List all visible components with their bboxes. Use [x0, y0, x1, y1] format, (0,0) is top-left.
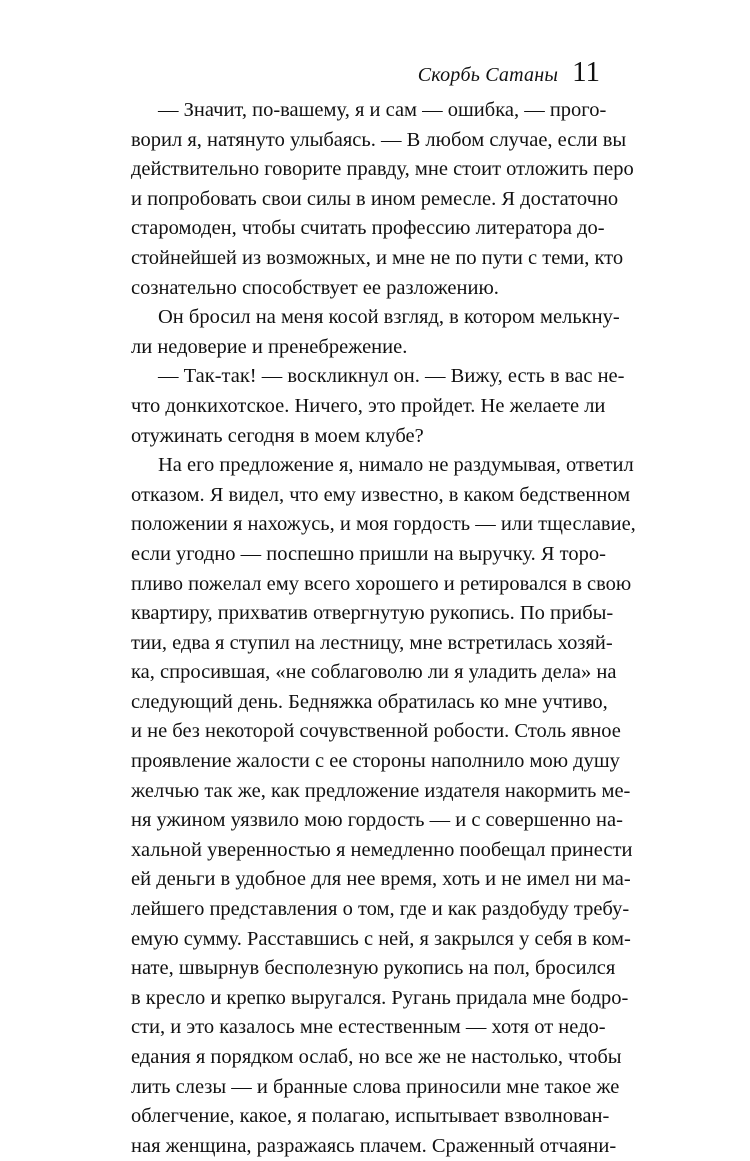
text-line: квартиру, прихватив отвергнутую рукопись. По прибы-: [131, 602, 614, 625]
text-line: На его предложение я, нимало не раздумывая, ответил: [158, 454, 634, 477]
text-line: лейшего представления о том, где и как раздобуду требу-: [131, 898, 630, 921]
text-line: стойнейшей из возможных, и мне не по пути с теми, кто: [131, 246, 624, 269]
text-line: проявление жалости с ее стороны наполнило мою душу: [131, 750, 620, 773]
text-line: сознательно способствует ее разложению.: [131, 276, 499, 299]
text-line: отужинать сегодня в моем клубе?: [131, 424, 424, 447]
text-line: ли недоверие и пренебрежение.: [131, 335, 408, 358]
running-header: [418, 58, 600, 87]
running-title: Скорбь Сатаны: [417, 64, 559, 86]
text-line: нате, швырнув бесполезную рукопись на пол, бросился: [131, 957, 616, 980]
text-line: ей деньги в удобное для нее время, хоть и не имел ни ма-: [131, 868, 631, 891]
text-line: емую сумму. Расставшись с ней, я закрылся у себя в ком-: [131, 927, 631, 950]
text-line: старомоден, чтобы считать профессию литератора до-: [131, 217, 605, 240]
text-line: облегчение, какое, я полагаю, испытывает взволнован-: [131, 1105, 610, 1128]
text-line: в кресло и крепко выругался. Ругань придала мне бодро-: [131, 986, 629, 1009]
text-line: ворил я, натянуто улыбаясь. — В любом случае, если вы: [131, 128, 627, 151]
text-line: Он бросил на меня косой взгляд, в котором мелькну-: [158, 306, 620, 329]
text-line: сти, и это казалось мне естественным — хотя от недо-: [131, 1016, 606, 1039]
text-line: положении я нахожусь, и моя гордость — или тщеславие,: [131, 513, 636, 536]
text-line: если угодно — поспешно пришли на выручку. Я торо-: [131, 542, 606, 565]
body-text: [131, 96, 636, 1161]
text-line: пливо пожелал ему всего хорошего и ретировался в свою: [131, 572, 632, 595]
text-line: — Так-так! — воскликнул он. — Вижу, есть в вас не-: [158, 365, 625, 388]
text-line: ка, спросившая, «не соблаговолю ли я уладить дела» на: [131, 661, 617, 684]
text-line: действительно говорите правду, мне стоит отложить перо: [131, 158, 634, 181]
text-line: ня ужином уязвило мою гордость — и с совершенно на-: [131, 809, 623, 832]
text-line: и попробовать свои силы в ином ремесле. Я достаточно: [131, 187, 619, 210]
text-line: ная женщина, разражаясь плачем. Сраженный отчаяни-: [131, 1134, 617, 1157]
text-line: отказом. Я видел, что ему известно, в каком бедственном: [131, 483, 631, 506]
text-line: что донкихотское. Ничего, это пройдет. Не желаете ли: [131, 394, 606, 417]
text-line: желчью так же, как предложение издателя накормить ме-: [131, 779, 631, 802]
text-line: тии, едва я ступил на лестницу, мне встретилась хозяй-: [131, 631, 613, 654]
text-line: следующий день. Бедняжка обратилась ко мне учтиво,: [131, 690, 608, 713]
page-number: 11: [572, 56, 600, 88]
text-line: хальной уверенностью я немедленно пообещал принести: [131, 838, 633, 861]
text-line: едания я порядком ослаб, но все же не настолько, чтобы: [131, 1046, 622, 1068]
text-line: и не без некоторой сочувственной робости. Столь явное: [131, 720, 621, 743]
text-line: лить слезы — и бранные слова приносили мне такое же: [131, 1075, 620, 1098]
text-line: — Значит, по-вашему, я и сам — ошибка, — прого-: [158, 99, 607, 121]
